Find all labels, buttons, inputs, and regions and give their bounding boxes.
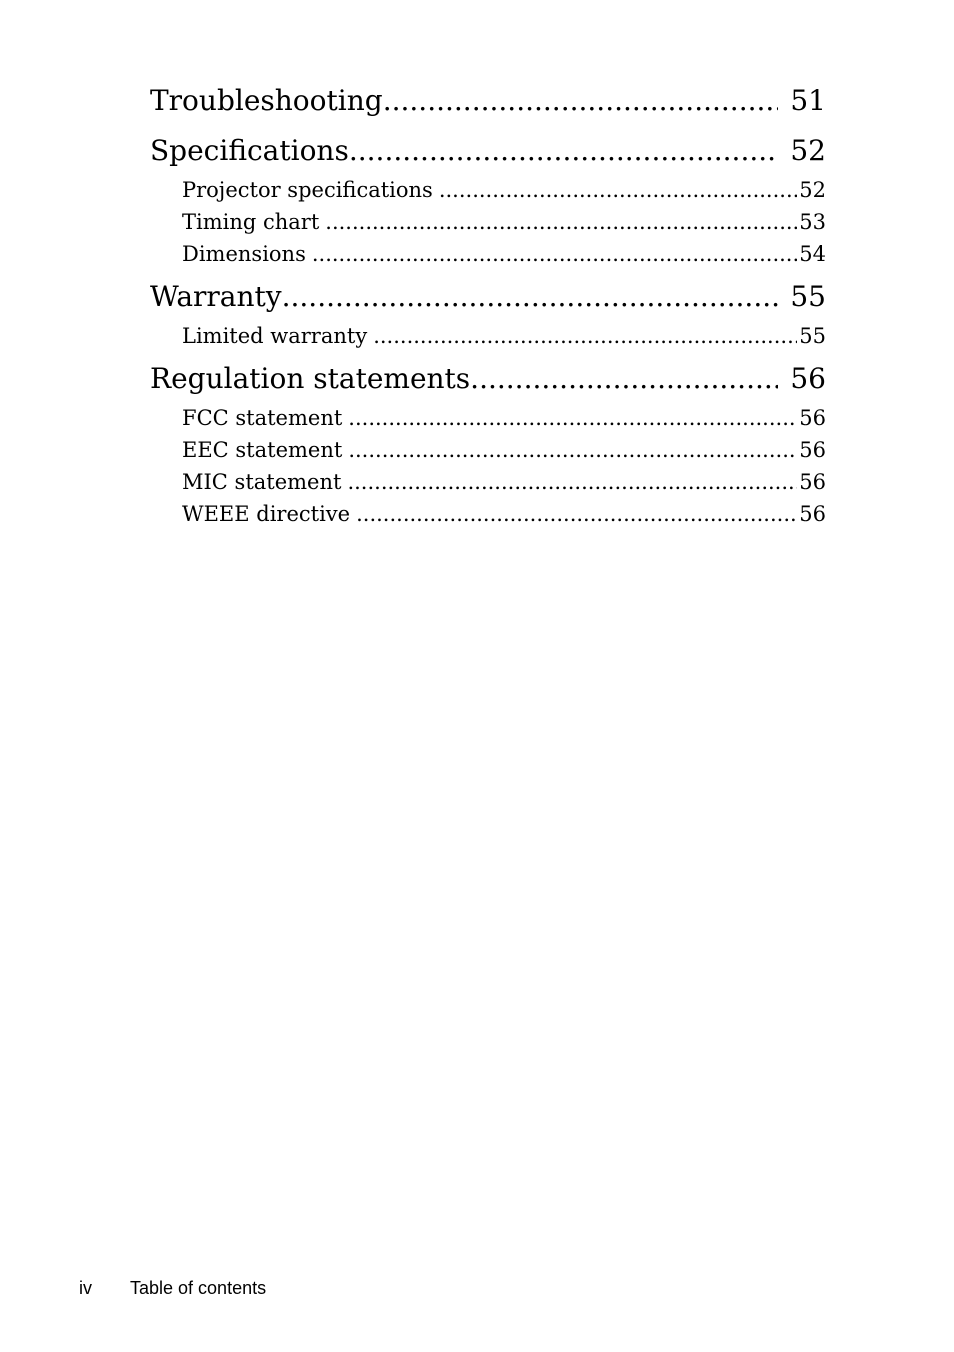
- toc-sub-page: 52: [799, 178, 826, 202]
- toc-sub-page: 56: [799, 406, 826, 430]
- toc-chapter-title: Warranty: [150, 280, 282, 313]
- toc-chapter-title: Troubleshooting: [150, 84, 383, 117]
- toc-sub-title: WEEE directive: [182, 502, 351, 526]
- toc-sub-entry[interactable]: [150, 174, 826, 206]
- dot-leader: [325, 206, 797, 238]
- toc-chapter-page: 55: [790, 280, 826, 313]
- dot-leader: [348, 402, 797, 434]
- toc-chapter-entry[interactable]: [150, 128, 826, 174]
- dot-leader: [347, 466, 797, 498]
- toc-chapter-page: 51: [790, 84, 826, 117]
- toc-sub-title: Timing chart: [182, 210, 320, 234]
- toc-chapter-entry[interactable]: [150, 78, 826, 124]
- dot-leader: [439, 174, 797, 206]
- toc-sub-title: Limited warranty: [182, 324, 368, 348]
- dot-leader: [470, 356, 778, 402]
- toc-chapter-entry[interactable]: [150, 274, 826, 320]
- toc-chapter-page: 56: [790, 362, 826, 395]
- footer-page-number: iv: [79, 1278, 92, 1298]
- toc-sub-entry[interactable]: [150, 434, 826, 466]
- dot-leader: [348, 434, 797, 466]
- toc-sub-entry[interactable]: [150, 466, 826, 498]
- toc-chapter-page: 52: [790, 134, 826, 167]
- toc-sub-entry[interactable]: [150, 320, 826, 352]
- toc-sub-title: FCC statement: [182, 406, 343, 430]
- dot-leader: [373, 320, 797, 352]
- toc-sub-entry[interactable]: [150, 238, 826, 270]
- toc-sub-title: Dimensions: [182, 242, 306, 266]
- toc-chapter-entry[interactable]: [150, 356, 826, 402]
- toc-sub-page: 53: [799, 210, 826, 234]
- toc-sub-title: EEC statement: [182, 438, 343, 462]
- dot-leader: [312, 238, 797, 270]
- toc-section-troubleshooting: [150, 78, 826, 124]
- page-footer: [79, 1276, 266, 1300]
- toc-sub-page: 54: [799, 242, 826, 266]
- toc-sub-page: 56: [799, 470, 826, 494]
- dot-leader: [282, 274, 779, 320]
- toc-sub-page: 56: [799, 438, 826, 462]
- toc-sub-entry[interactable]: [150, 206, 826, 238]
- footer-label: Table of contents: [130, 1278, 267, 1298]
- toc-section-regulation-statements: [150, 356, 826, 530]
- toc-section-specifications: [150, 128, 826, 270]
- toc-sub-page: 56: [799, 502, 826, 526]
- dot-leader: [349, 128, 779, 174]
- toc-chapter-title: Regulation statements: [150, 362, 471, 395]
- toc-sub-entry[interactable]: [150, 402, 826, 434]
- dot-leader: [356, 498, 797, 530]
- toc-chapter-title: Specifications: [150, 134, 349, 167]
- table-of-contents: [150, 78, 826, 530]
- dot-leader: [383, 78, 779, 124]
- toc-sub-title: Projector specifications: [182, 178, 433, 202]
- toc-sub-entry[interactable]: [150, 498, 826, 530]
- toc-sub-page: 55: [799, 324, 826, 348]
- toc-sub-title: MIC statement: [182, 470, 342, 494]
- toc-section-warranty: [150, 274, 826, 352]
